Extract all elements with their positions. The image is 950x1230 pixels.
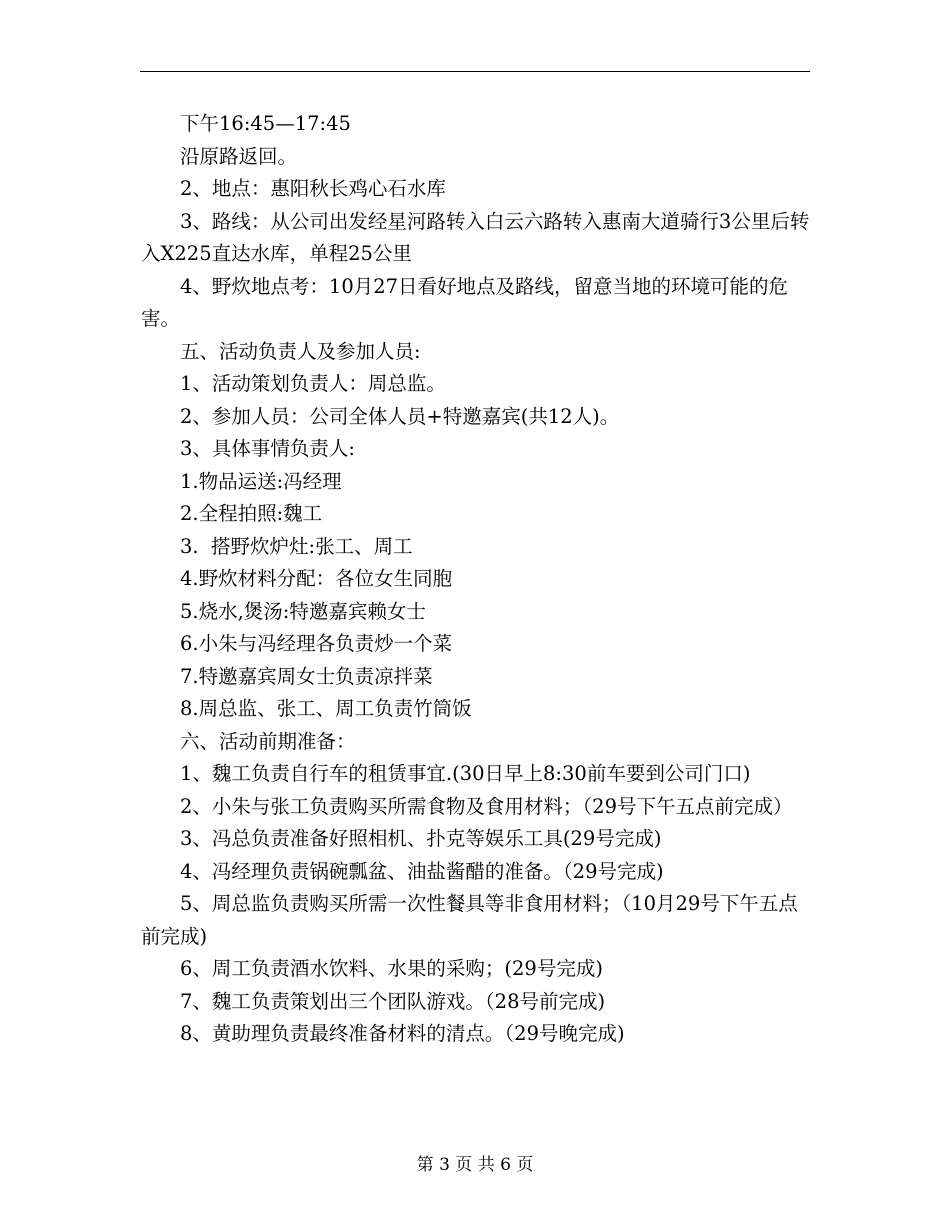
- list-item: 2.全程拍照:魏工: [180, 502, 323, 525]
- paragraph: 4、野炊地点考：10月27日看好地点及路线，留意当地的环境可能的危害。: [141, 274, 789, 330]
- paragraph: 2、参加人员：公司全体人员+特邀嘉宾(共12人)。: [180, 404, 620, 428]
- paragraph: 1、魏工负责自行车的租赁事宜.(30日早上8:30前车要到公司门口): [180, 762, 751, 785]
- list-item: 4.野炊材料分配：各位女生同胞: [180, 567, 453, 590]
- list-item: 1.物品运送:冯经理: [180, 469, 342, 493]
- paragraph: 沿原路返回。: [180, 144, 298, 168]
- paragraph: 7、魏工负责策划出三个团队游戏。（28号前完成): [180, 989, 606, 1013]
- header-rule: [140, 71, 810, 72]
- list-item: 5.烧水,煲汤:特邀嘉宾赖女士: [180, 599, 426, 623]
- paragraph: 8、黄助理负责最终准备材料的清点。（29号晚完成): [180, 1022, 625, 1045]
- paragraph: 下午16:45—17:45: [180, 112, 351, 135]
- section-heading: 五、活动负责人及参加人员:: [180, 339, 421, 363]
- section-heading: 六、活动前期准备：: [180, 729, 356, 753]
- paragraph: 3、冯总负责准备好照相机、扑克等娱乐工具(29号完成): [180, 827, 662, 850]
- paragraph: 2、小朱与张工负责购买所需食物及食用材料；（29号下午五点前完成）: [180, 794, 793, 818]
- list-item: 8.周总监、张工、周工负责竹筒饭: [180, 697, 472, 720]
- list-item: 6.小朱与冯经理各负责炒一个菜: [180, 632, 453, 655]
- paragraph: 2、地点：惠阳秋长鸡心石水库: [180, 177, 446, 200]
- list-item: 3. 搭野炊炉灶:张工、周工: [180, 534, 413, 558]
- page-number-footer: 第 3 页 共 6 页: [416, 1155, 534, 1175]
- list-item: 7.特邀嘉宾周女士负责凉拌菜: [180, 664, 433, 688]
- paragraph: 1、活动策划负责人：周总监。: [180, 372, 446, 395]
- paragraph: 6、周工负责酒水饮料、水果的采购；(29号完成): [180, 957, 603, 980]
- paragraph: 3、具体事情负责人:: [180, 437, 355, 460]
- paragraph: 4、冯经理负责锅碗瓢盆、油盐酱醋的准备。（29号完成): [180, 859, 664, 883]
- paragraph: 5、周总监负责购买所需一次性餐具等非食用材料；（10月29号下午五点前完成): [141, 892, 798, 948]
- document-body: [141, 108, 811, 1051]
- paragraph: 3、路线：从公司出发经星河路转入白云六路转入惠南大道骑行3公里后转入X225直达水库，单程25公里: [141, 209, 810, 265]
